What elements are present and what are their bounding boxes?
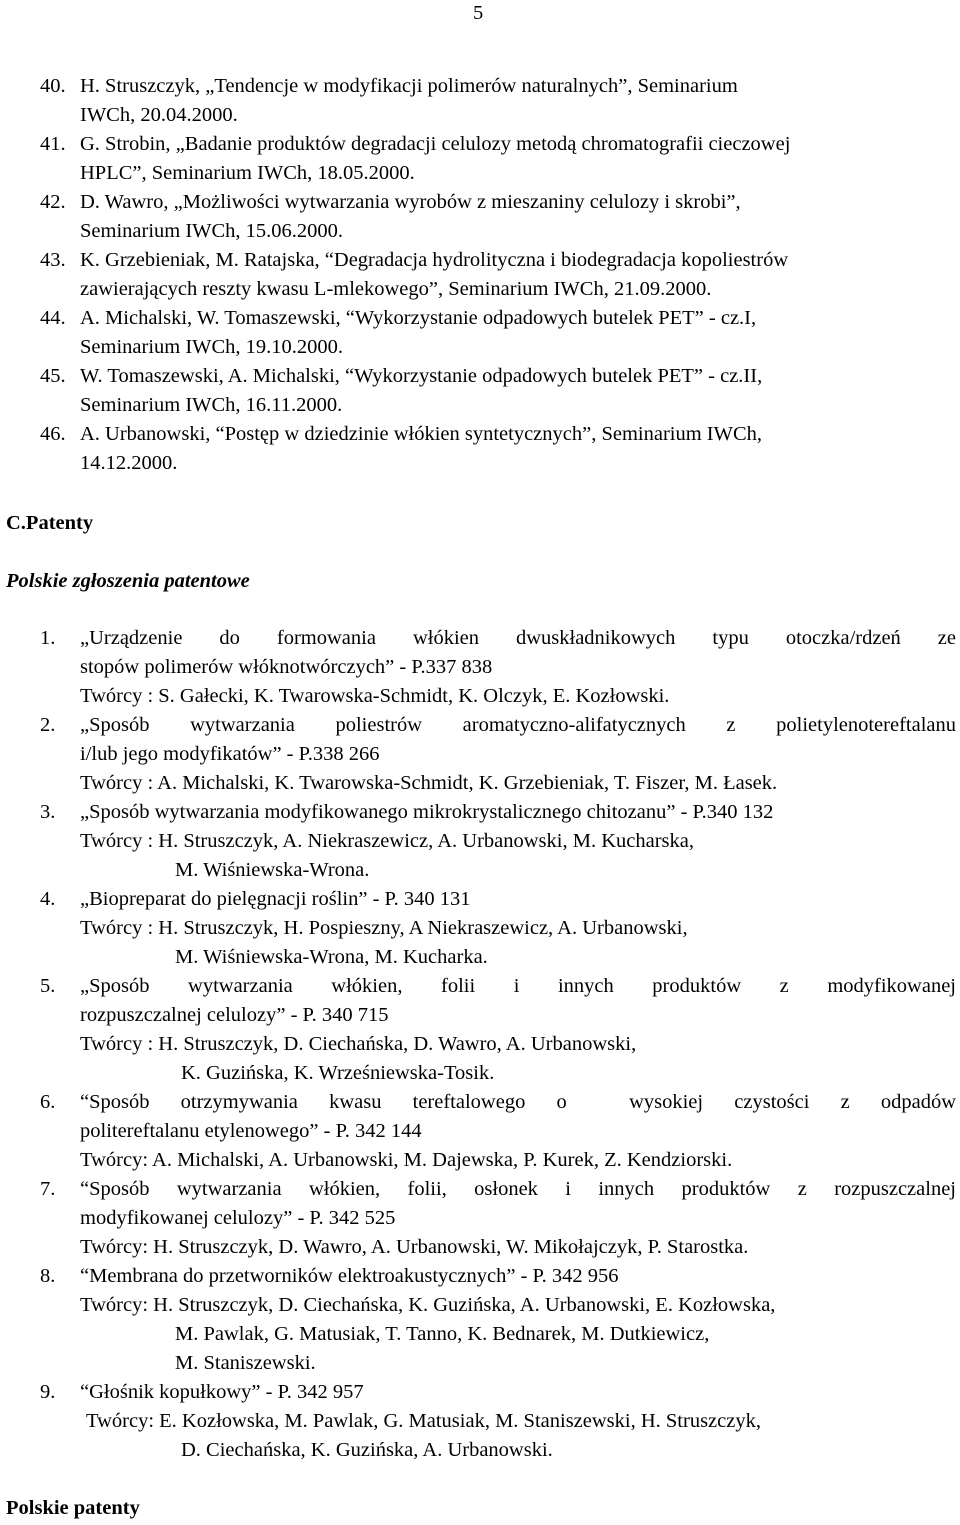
patent-creators: Twórcy: H. Struszczyk, D. Wawro, A. Urbanowski, W. Mikołajczyk, P. Starostka. [80,1236,749,1258]
patent-creators: Twórcy: H. Struszczyk, D. Ciechańska, K. Guzińska, A. Urbanowski, E. Kozłowska, [80,1294,776,1316]
list-item [40,362,940,420]
item-text [80,246,940,304]
list-item [40,72,940,130]
text-line: Seminarium IWCh, 15.06.2000. [80,220,344,242]
text-line: D. Wawro, „Możliwości wytwarzania wyrobów z mieszaniny celulozy i skrobi”, [80,191,741,213]
patent-creators: Twórcy : H. Struszczyk, H. Pospieszny, A Niekraszewicz, A. Urbanowski, [80,917,688,939]
item-body [80,711,956,798]
patent-title-line: modyfikowanej celulozy” - P. 342 525 [80,1207,396,1229]
patent-title-line: “Membrana do przetworników elektroakustycznych” - P. 342 956 [80,1265,619,1287]
item-number: 46. [40,423,66,445]
list-item [40,1378,956,1465]
item-number: 40. [40,75,66,97]
text-line: G. Strobin, „Badanie produktów degradacji celulozy metodą chromatografii cieczowej [80,133,791,155]
item-text [80,304,940,362]
list-item [40,798,956,885]
list-item [40,885,956,972]
patent-creators-continued: M. Staniszewski. [175,1352,316,1374]
text-line: IWCh, 20.04.2000. [80,104,238,126]
text-line: zawierających reszty kwasu L-mlekowego”, Seminarium IWCh, 21.09.2000. [80,278,712,300]
list-item [40,972,956,1088]
seminar-list [40,72,940,478]
item-text [80,420,940,478]
patent-title-line: „Sposób wytwarzania modyfikowanego mikrokrystalicznego chitozanu” - P.340 132 [80,801,774,823]
item-number: 44. [40,307,66,329]
list-item [40,420,940,478]
item-text [80,72,940,130]
patent-creators: Twórcy : H. Struszczyk, A. Niekraszewicz, A. Urbanowski, M. Kucharska, [80,830,694,852]
section-heading: C.Patenty [6,512,94,534]
patent-creators: Twórcy : S. Gałecki, K. Twarowska-Schmidt, K. Olczyk, E. Kozłowski. [80,685,670,707]
patent-creators-continued: M. Wiśniewska-Wrona, M. Kucharka. [175,946,488,968]
item-text [80,188,940,246]
patent-title-line: “Sposób wytwarzania włókien, folii, osłonek i innych produktów z rozpuszczalnej [80,1178,956,1200]
patent-title-line: rozpuszczalnej celulozy” - P. 340 715 [80,1004,389,1026]
item-body [80,972,956,1088]
item-number: 5. [40,975,56,997]
item-number: 2. [40,714,56,736]
item-number: 42. [40,191,66,213]
patent-creators-continued: D. Ciechańska, K. Guzińska, A. Urbanowski. [181,1439,553,1461]
page-number: 5 [473,2,484,24]
item-text [80,362,940,420]
list-item [40,130,940,188]
item-number: 1. [40,627,56,649]
item-number: 45. [40,365,66,387]
patent-application-list [40,624,956,1465]
subsection-heading-granted: Polskie patenty [6,1497,140,1519]
item-body [80,798,956,885]
item-number: 4. [40,888,56,910]
patent-title-line: „Urządzenie do formowania włókien dwuskładnikowych typu otoczka/rdzeń ze [80,627,956,649]
item-body [80,1378,956,1465]
list-item [40,1262,956,1378]
patent-creators-continued: M. Pawlak, G. Matusiak, T. Tanno, K. Bednarek, M. Dutkiewicz, [175,1323,710,1345]
item-number: 6. [40,1091,56,1113]
text-line: 14.12.2000. [80,452,178,474]
item-body [80,624,956,711]
text-line: A. Urbanowski, “Postęp w dziedzinie włókien syntetycznych”, Seminarium IWCh, [80,423,763,445]
item-body [80,885,956,972]
patent-title-line: „Sposób wytwarzania poliestrów aromatyczno-alifatycznych z polietylenotereftalanu [80,714,956,736]
item-number: 8. [40,1265,56,1287]
item-body [80,1088,956,1175]
patent-creators-continued: K. Guzińska, K. Wrześniewska-Tosik. [181,1062,495,1084]
patent-title-line: „Biopreparat do pielęgnacji roślin” - P. 340 131 [80,888,471,910]
patent-creators: Twórcy: E. Kozłowska, M. Pawlak, G. Matusiak, M. Staniszewski, H. Struszczyk, [86,1410,761,1432]
patent-title-line: i/lub jego modyfikatów” - P.338 266 [80,743,380,765]
item-number: 41. [40,133,66,155]
list-item [40,1175,956,1262]
item-text [80,130,940,188]
list-item [40,246,940,304]
patent-creators-continued: M. Wiśniewska-Wrona. [175,859,370,881]
item-number: 7. [40,1178,56,1200]
item-body [80,1262,956,1378]
text-line: Seminarium IWCh, 16.11.2000. [80,394,343,416]
item-number: 3. [40,801,56,823]
text-line: K. Grzebieniak, M. Ratajska, “Degradacja hydrolityczna i biodegradacja kopoliestrów [80,249,789,271]
patent-creators: Twórcy : A. Michalski, K. Twarowska-Schmidt, K. Grzebieniak, T. Fiszer, M. Łasek. [80,772,778,794]
patent-title-line: stopów polimerów włóknotwórczych” - P.337 838 [80,656,493,678]
patent-creators: Twórcy : H. Struszczyk, D. Ciechańska, D. Wawro, A. Urbanowski, [80,1033,637,1055]
item-number: 43. [40,249,66,271]
text-line: HPLC”, Seminarium IWCh, 18.05.2000. [80,162,415,184]
list-item [40,624,956,711]
subsection-heading: Polskie zgłoszenia patentowe [6,570,250,592]
text-line: W. Tomaszewski, A. Michalski, “Wykorzystanie odpadowych butelek PET” - cz.II, [80,365,763,387]
item-number: 9. [40,1381,56,1403]
list-item [40,304,940,362]
text-line: H. Struszczyk, „Tendencje w modyfikacji polimerów naturalnych”, Seminarium [80,75,738,97]
text-line: Seminarium IWCh, 19.10.2000. [80,336,344,358]
patent-title-line: politereftalanu etylenowego” - P. 342 144 [80,1120,422,1142]
text-line: A. Michalski, W. Tomaszewski, “Wykorzystanie odpadowych butelek PET” - cz.I, [80,307,757,329]
patent-creators: Twórcy: A. Michalski, A. Urbanowski, M. Dajewska, P. Kurek, Z. Kendziorski. [80,1149,733,1171]
patent-title-line: “Sposób otrzymywania kwasu tereftalowego o wysokiej czystości z odpadów [80,1091,956,1113]
patent-title-line: “Głośnik kopułkowy” - P. 342 957 [80,1381,364,1403]
list-item [40,711,956,798]
item-body [80,1175,956,1262]
list-item [40,188,940,246]
list-item [40,1088,956,1175]
patent-title-line: „Sposób wytwarzania włókien, folii i innych produktów z modyfikowanej [80,975,956,997]
